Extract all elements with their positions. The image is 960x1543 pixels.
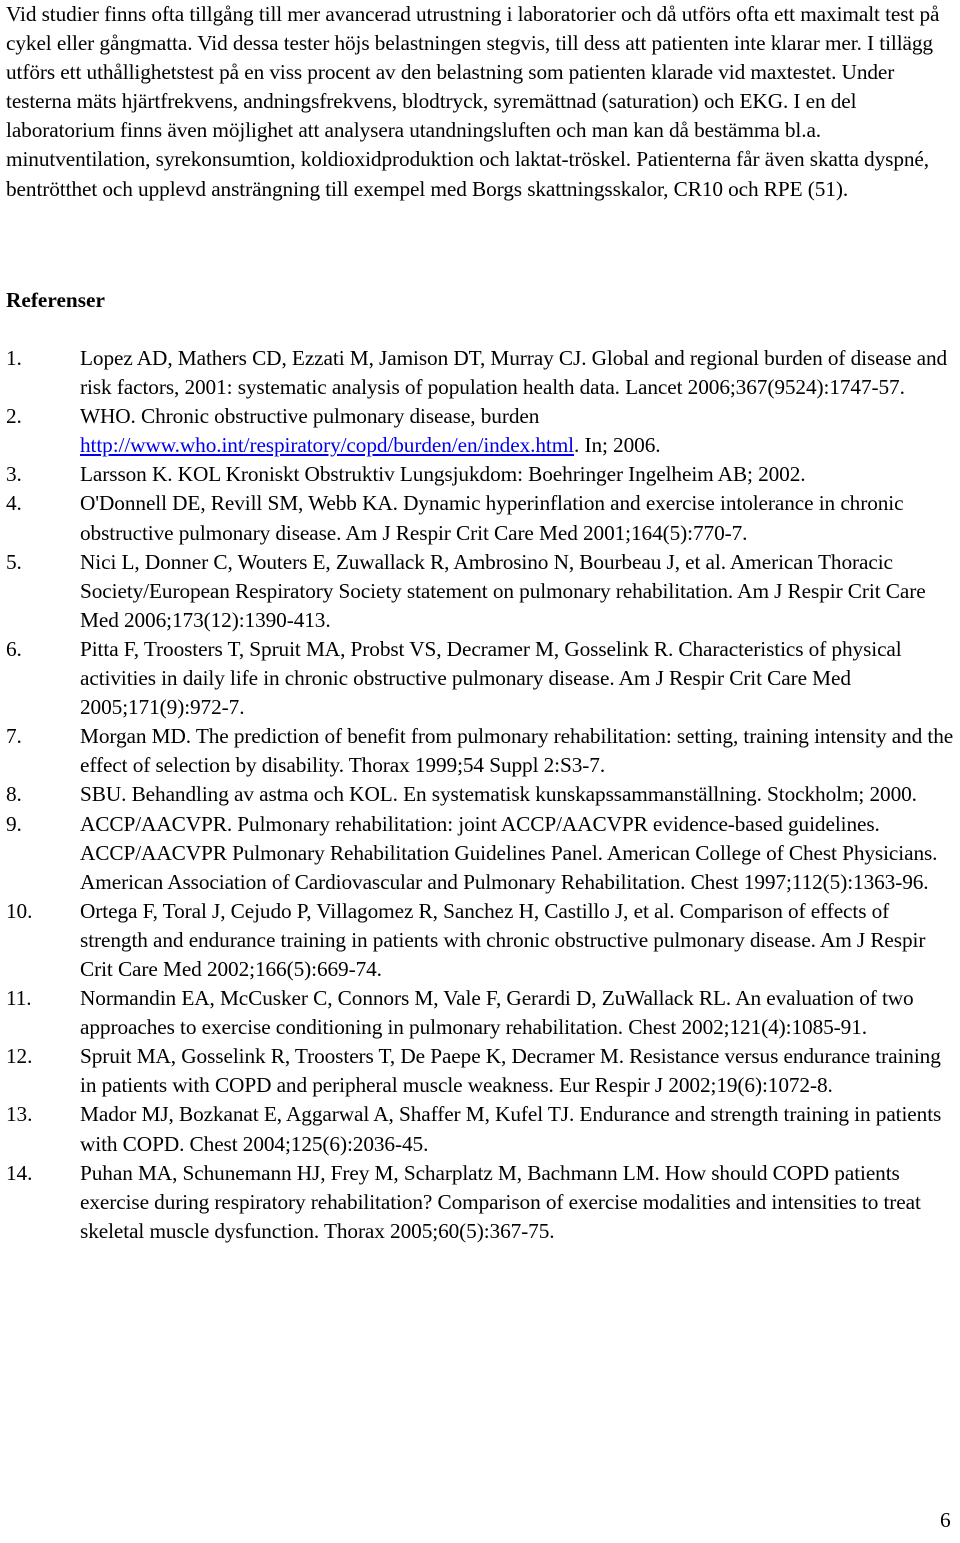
reference-number: 12. <box>6 1044 33 1069</box>
reference-number: 9. <box>6 811 22 836</box>
page-number: 6 <box>940 1508 951 1532</box>
reference-number: 1. <box>6 346 22 370</box>
reference-item <box>6 1042 960 1100</box>
reference-number: 6. <box>6 636 22 661</box>
reference-item <box>6 1100 960 1158</box>
reference-number: 10. <box>6 898 33 923</box>
reference-item <box>6 344 960 402</box>
reference-item <box>6 897 960 984</box>
reference-list <box>6 344 960 1246</box>
reference-item <box>6 548 960 635</box>
reference-text: Spruit MA, Gosselink R, Troosters T, De Paepe K, Decramer M. Resistance versus endurance training in patients with COPD and peripheral muscle weakness. Eur Respir J 2002;19(6):1072-8. <box>80 1044 941 1098</box>
reference-text: Ortega F, Toral J, Cejudo P, Villagomez R, Sanchez H, Castillo J, et al. Comparison of effects of strength and endurance training in patients with chronic obstructive pulmonary disease. Am J Respir Crit Care Med 2002;166(5):669-74. <box>80 898 926 981</box>
reference-number: 7. <box>6 724 22 749</box>
reference-number: 4. <box>6 491 22 516</box>
reference-text: Puhan MA, Schunemann HJ, Frey M, Scharplatz M, Bachmann LM. How should COPD patients exercise during respiratory rehabilitation? Comparison of exercise modalities and intensities to treat skeletal muscle dysfunction. Thorax 2005;60(5):367-75. <box>80 1160 921 1243</box>
reference-item <box>6 635 960 722</box>
reference-item <box>6 984 960 1042</box>
document-page <box>6 0 960 1243</box>
reference-item <box>6 489 960 547</box>
reference-number: 5. <box>6 549 22 574</box>
reference-text: Mador MJ, Bozkanat E, Aggarwal A, Shaffer M, Kufel TJ. Endurance and strength training in patients with COPD. Chest 2004;125(6):2036-45. <box>80 1102 942 1156</box>
reference-number: 2. <box>6 404 22 429</box>
reference-text: Larsson K. KOL Kroniskt Obstruktiv Lungsjukdom: Boehringer Ingelheim AB; 2002. <box>80 462 806 487</box>
reference-item <box>6 722 960 780</box>
reference-text: Lopez AD, Mathers CD, Ezzati M, Jamison DT, Murray CJ. Global and regional burden of disease and risk factors, 2001: systematic analysis of population health data. Lancet 2006;367(9524):1747-57. <box>80 346 948 400</box>
reference-item <box>6 810 960 897</box>
reference-text: Nici L, Donner C, Wouters E, Zuwallack R, Ambrosino N, Bourbeau J, et al. American Thoracic Society/European Respiratory Society statement on pulmonary rehabilitation. Am J Respir Crit Care Med 2006;173(12):1390-413. <box>80 549 926 632</box>
reference-item <box>6 780 960 809</box>
reference-link[interactable]: http://www.who.int/respiratory/copd/burden/en/index.html <box>80 433 575 458</box>
reference-number: 14. <box>6 1160 33 1185</box>
reference-number: 3. <box>6 462 22 487</box>
reference-text: Normandin EA, McCusker C, Connors M, Vale F, Gerardi D, ZuWallack RL. An evaluation of two approaches to exercise conditioning in pulmonary rehabilitation. Chest 2002;121(4):1085-91. <box>80 986 914 1040</box>
reference-text: Morgan MD. The prediction of benefit from pulmonary rehabilitation: setting, training intensity and the effect of selection by disability. Thorax 1999;54 Suppl 2:S3-7. <box>80 724 954 778</box>
reference-text-suffix: . In; 2006. <box>574 433 661 458</box>
references-heading: Referenser <box>6 288 105 312</box>
intro-paragraph: Vid studier finns ofta tillgång till mer avancerad utrustning i laboratorier och då utförs ofta ett maximalt test på cykel eller gångmatta. Vid dessa tester höjs belastningen stegvis, till dess att patienten inte klarar mer. I tillägg utförs ett uthållighetstest på en viss procent av den belastning som patienten klarade vid maxtestet. Under testerna mäts hjärtfrekvens, andningsfrekvens, blodtryck, syremättnad (saturation) och EKG. I en del laboratorium finns även möjlighet att analysera utandningsluften och man kan då bestämma bl.a. minutventilation, syrekonsumtion, koldioxidproduktion och laktat-tröskel. Patienterna får även skatta dyspné, bentrötthet och upplevd ansträngning till exempel med Borgs skattningsskalor, CR10 och RPE (51). <box>6 2 940 201</box>
reference-item <box>6 1159 960 1246</box>
reference-text: O'Donnell DE, Revill SM, Webb KA. Dynamic hyperinflation and exercise intolerance in chronic obstructive pulmonary disease. Am J Respir Crit Care Med 2001;164(5):770-7. <box>80 491 904 545</box>
reference-text: Pitta F, Troosters T, Spruit MA, Probst VS, Decramer M, Gosselink R. Characteristics of physical activities in daily life in chronic obstructive pulmonary disease. Am J Respir Crit Care Med 2005;171(9):972-7. <box>80 636 902 720</box>
reference-item <box>6 460 960 489</box>
reference-number: 8. <box>6 782 22 807</box>
reference-text: SBU. Behandling av astma och KOL. En systematisk kunskapssammanställning. Stockholm; 2000. <box>80 782 917 807</box>
reference-item <box>6 402 960 460</box>
reference-text: WHO. Chronic obstructive pulmonary disease, burden <box>80 404 540 429</box>
reference-number: 11. <box>6 986 32 1011</box>
reference-number: 13. <box>6 1102 33 1127</box>
reference-text: ACCP/AACVPR. Pulmonary rehabilitation: joint ACCP/AACVPR evidence-based guidelines. ACCP/AACVPR Pulmonary Rehabilitation Guidelines Panel. American College of Chest Physicians. American Association of Cardiovascular and Pulmonary Rehabilitation. Chest 1997;112(5):1363-96. <box>80 811 938 894</box>
